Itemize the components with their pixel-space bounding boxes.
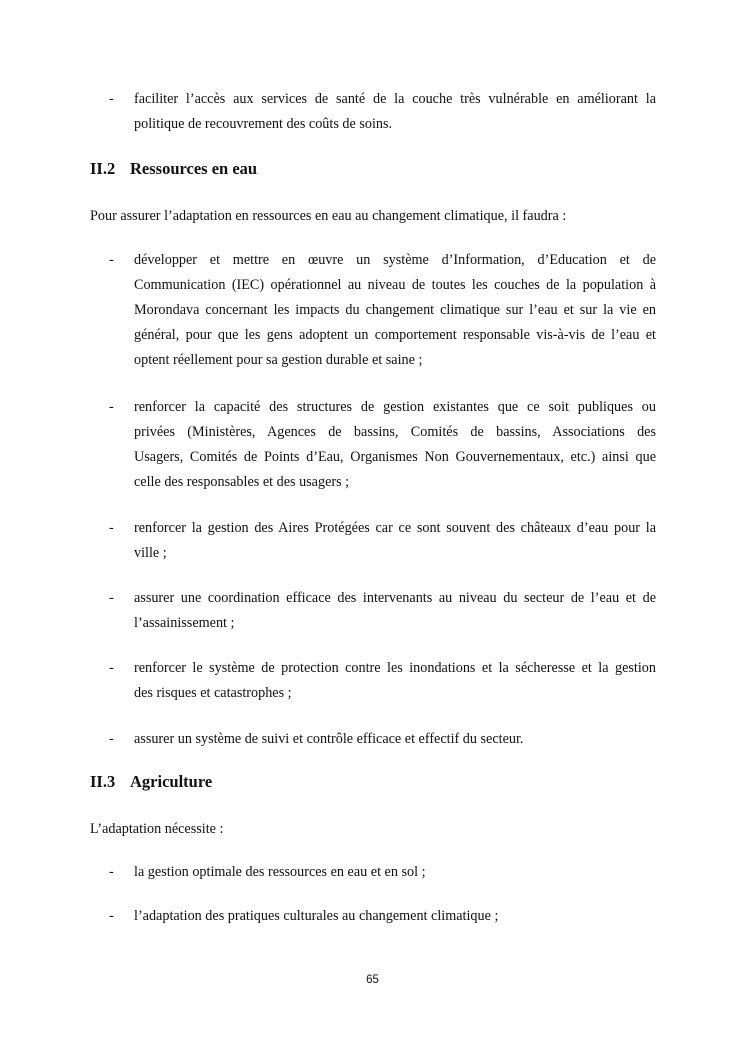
list-item <box>110 248 656 373</box>
list-item <box>110 87 656 137</box>
bullet-dash: - <box>109 520 114 536</box>
bullet-dash: - <box>109 731 114 747</box>
text-line: renforcer le système de protection contre les inondations et la sécheresse et la gestion <box>134 660 656 676</box>
text-line: l’adaptation des pratiques culturales au changement climatique ; <box>134 908 499 924</box>
list-item-text <box>134 586 656 636</box>
list-item <box>110 904 656 929</box>
list-item-text <box>134 727 656 752</box>
text-line: ville ; <box>134 545 167 561</box>
text-line: la gestion optimale des ressources en eau et en sol ; <box>134 864 426 880</box>
bullet-dash: - <box>109 908 114 924</box>
bullet-dash: - <box>109 660 114 676</box>
bullet-dash: - <box>109 864 114 880</box>
section-number: II.3 <box>90 772 116 791</box>
section-heading-agriculture <box>90 772 212 792</box>
list-item-text <box>134 904 656 929</box>
text-line: assurer une coordination efficace des intervenants au niveau du secteur de l’eau et de <box>134 590 656 606</box>
list-item-text <box>134 248 656 373</box>
intro-paragraph-agriculture: L’adaptation nécessite : <box>90 821 224 837</box>
list-item <box>110 860 656 885</box>
text-line: développer et mettre en œuvre un système d’Information, d’Education et de <box>134 252 656 268</box>
intro-paragraph-water: Pour assurer l’adaptation en ressources en eau au changement climatique, il faudra : <box>90 208 567 224</box>
text-line: assurer un système de suivi et contrôle efficace et effectif du secteur. <box>134 731 524 747</box>
section-title: Ressources en eau <box>130 159 258 178</box>
text-line: Communication (IEC) opérationnel au niveau de toutes les couches de la population à <box>134 277 656 293</box>
list-item <box>110 586 656 636</box>
text-line: l’assainissement ; <box>134 615 235 631</box>
bullet-dash: - <box>109 91 114 107</box>
list-item-text <box>134 395 656 495</box>
bullet-dash: - <box>109 399 114 415</box>
list-item-text <box>134 87 656 137</box>
text-line: celle des responsables et des usagers ; <box>134 474 350 490</box>
list-item <box>110 656 656 706</box>
bullet-dash: - <box>109 252 114 268</box>
text-line: faciliter l’accès aux services de santé de la couche très vulnérable en améliorant la <box>134 91 656 107</box>
list-item-text <box>134 656 656 706</box>
text-line: privées (Ministères, Agences de bassins, Comités de bassins, Associations des <box>134 424 656 440</box>
text-line: Usagers, Comités de Points d’Eau, Organismes Non Gouvernementaux, etc.) ainsi que <box>134 449 656 465</box>
list-item <box>110 516 656 566</box>
text-line: des risques et catastrophes ; <box>134 685 292 701</box>
text-line: Morondava concernant les impacts du changement climatique sur l’eau et sur la vie en <box>134 302 656 318</box>
text-line: politique de recouvrement des coûts de soins. <box>134 116 393 132</box>
list-item <box>110 727 656 752</box>
section-heading-water <box>90 159 257 179</box>
list-item-text <box>134 860 656 885</box>
page-number: 65 <box>366 974 379 986</box>
list-item <box>110 395 656 495</box>
section-title: Agriculture <box>130 772 213 791</box>
bullet-dash: - <box>109 590 114 606</box>
text-line: renforcer la capacité des structures de gestion existantes que ce soit publiques ou <box>134 399 656 415</box>
list-item-text <box>134 516 656 566</box>
section-number: II.2 <box>90 159 116 178</box>
text-line: général, pour que les gens adoptent un comportement responsable vis-à-vis de l’eau et <box>134 327 656 343</box>
text-line: optent réellement pour sa gestion durable et saine ; <box>134 352 423 368</box>
text-line: renforcer la gestion des Aires Protégées car ce sont souvent des châteaux d’eau pour la <box>134 520 656 536</box>
